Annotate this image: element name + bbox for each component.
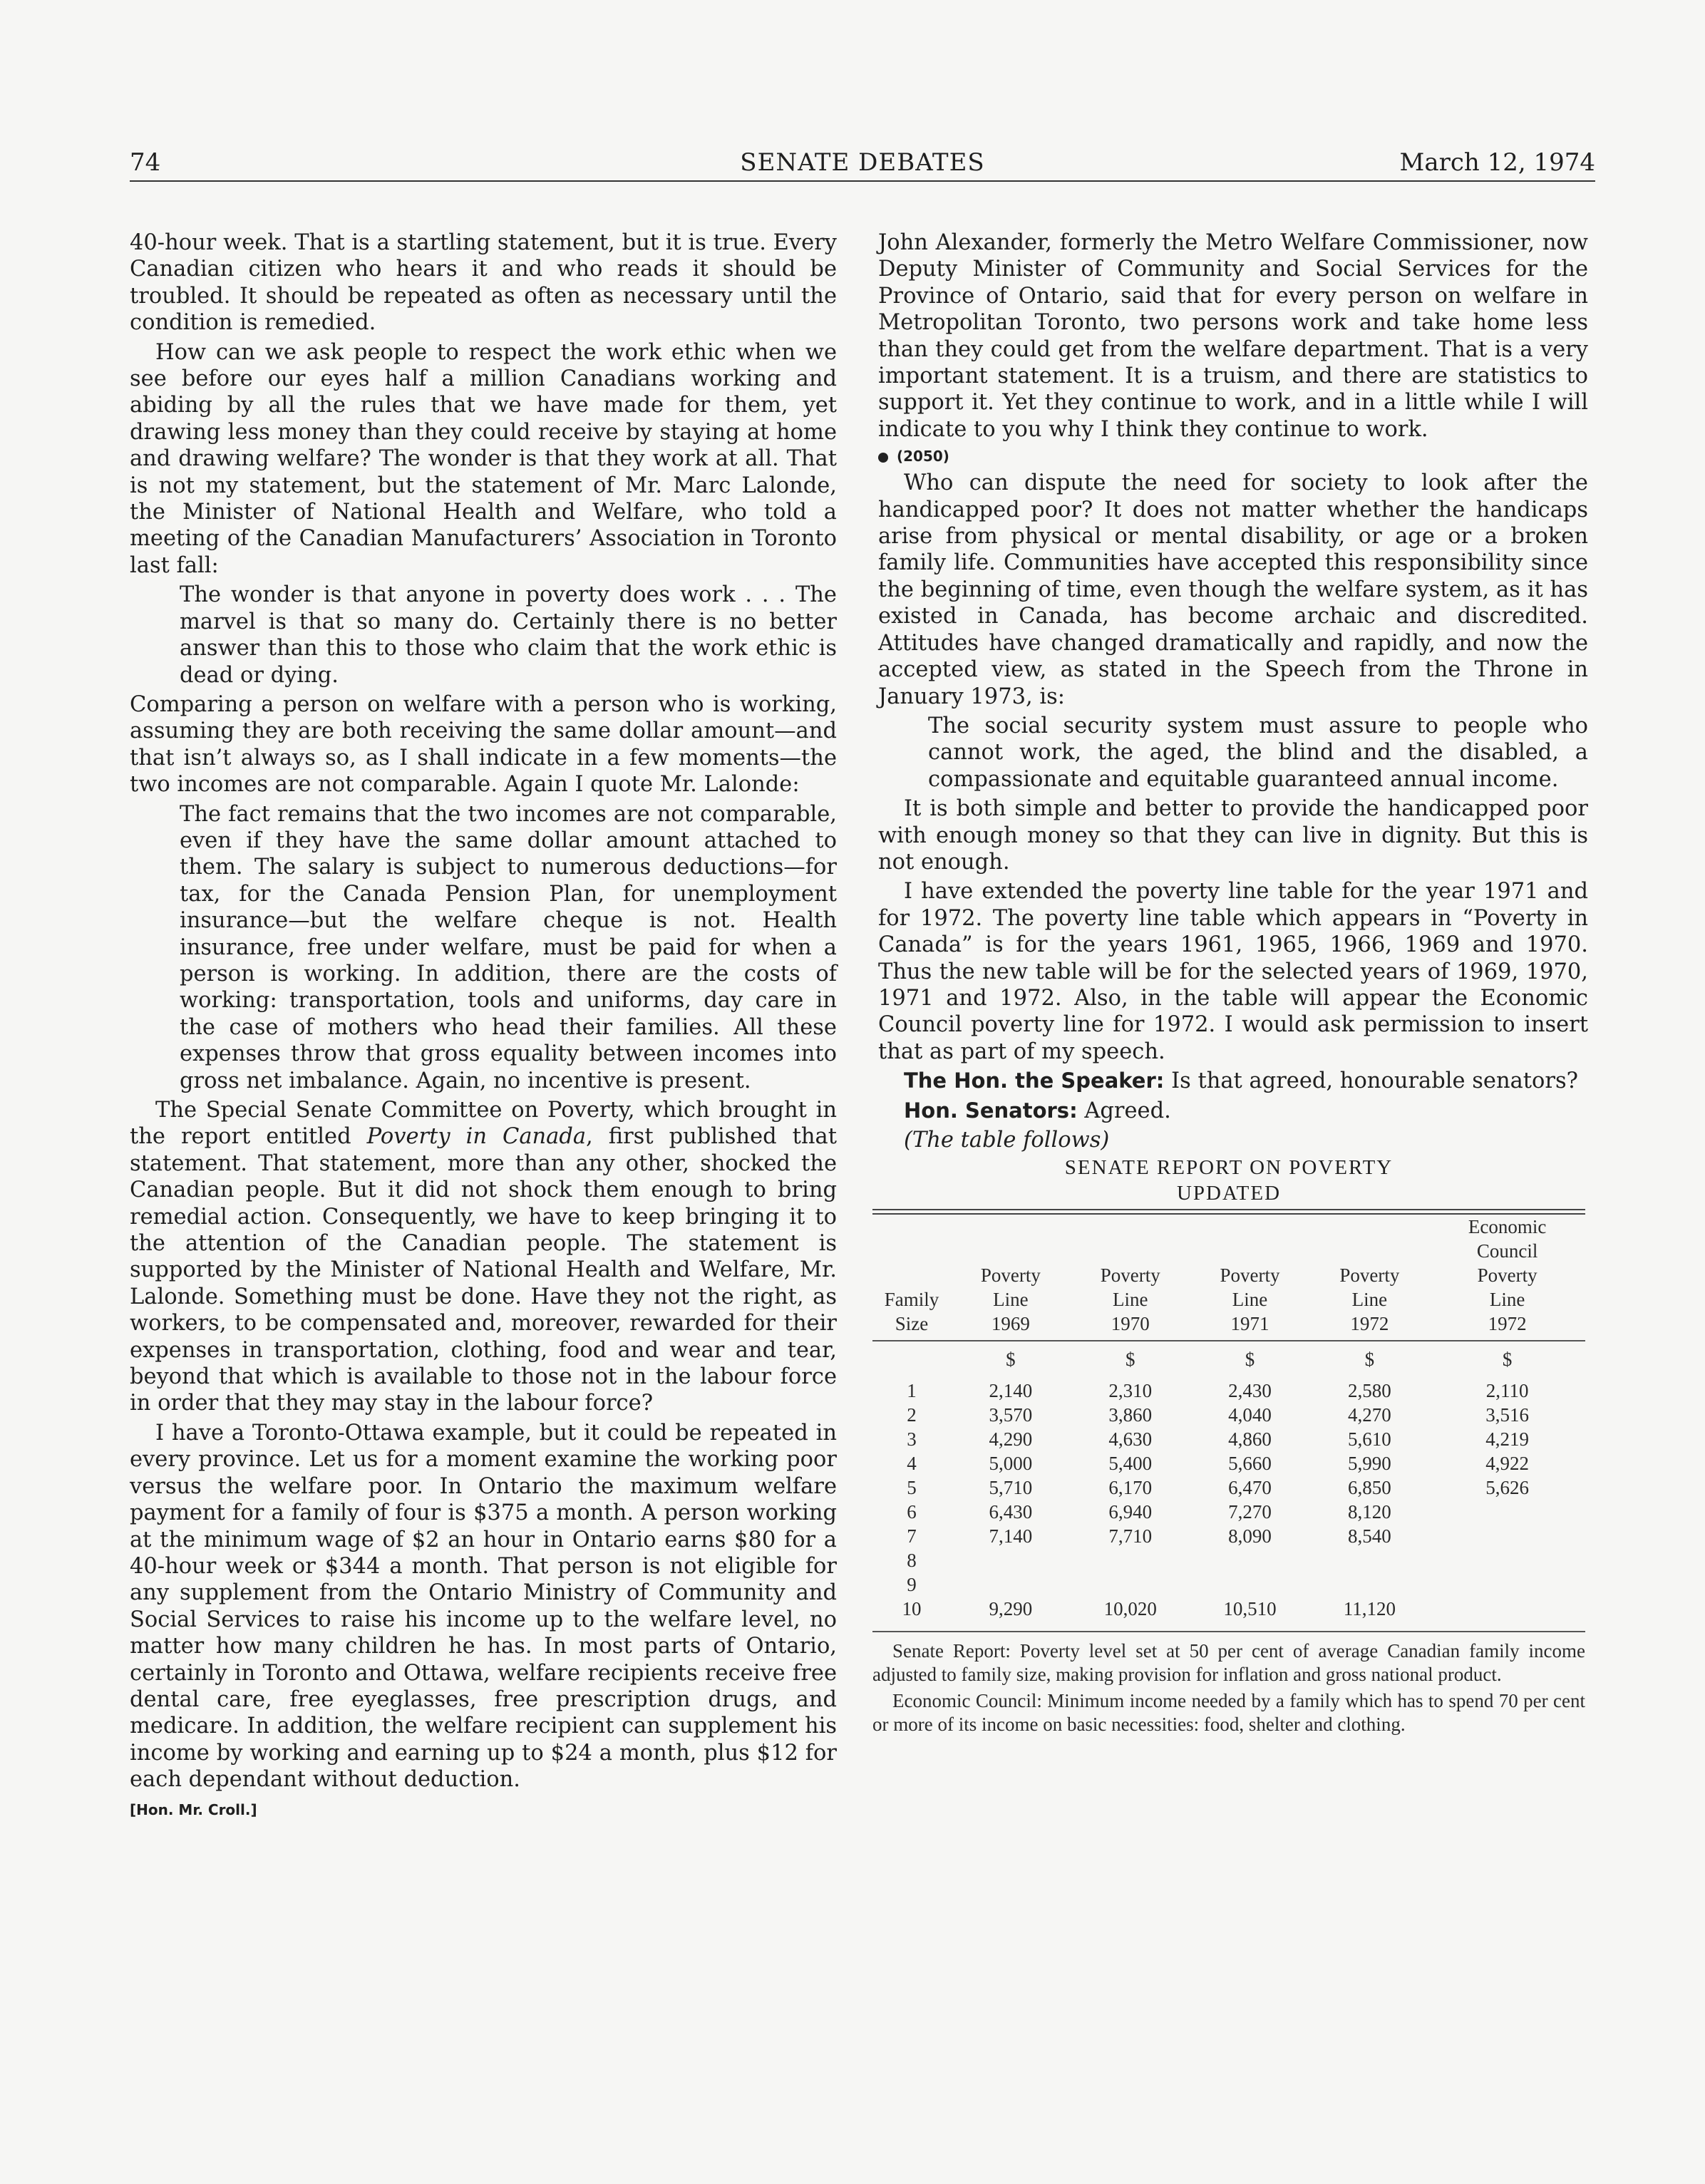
table-header-row [872, 1215, 1585, 1336]
value-cell: 8,120 [1347, 1501, 1391, 1523]
bullet-icon [878, 453, 888, 463]
page-number: 74 [130, 148, 161, 177]
value-cell: 2,430 [1228, 1380, 1272, 1402]
value-cell: 10,020 [1103, 1598, 1157, 1620]
family-size-cell: 9 [907, 1574, 917, 1596]
paragraph: John Alexander, formerly the Metro Welfare Commissioner, now Deputy Minister of Community and Social Services for the Province of Ontario, said that for every person on welfare in Metropolitan Toronto, two persons work and take home less than they could get from the welfare department. That is a very important statement. It is a truism, and there are statistics to support it. Yet they continue to work, and in a little while I will indicate to you why I think they continue to work. [878, 230, 1588, 442]
value-cell: 6,940 [1108, 1501, 1153, 1523]
page-header [130, 148, 1595, 180]
value-cell: 6,430 [989, 1501, 1033, 1523]
table-rows [872, 1347, 1585, 1621]
value-cell [1429, 1524, 1585, 1548]
block-quote: The social security system must assure to people who cannot work, the aged, the blind and the disabled, a compassionate and equitable guaranteed annual income. [928, 713, 1588, 792]
table-notes [872, 1639, 1585, 1736]
paragraph: It is both simple and better to provide the handicapped poor with enough money so that they can live in dignity. But this is not enough. [878, 796, 1588, 875]
senators-line: Hon. Senators: Agreed. [904, 1098, 1171, 1123]
value-cell [1071, 1548, 1190, 1572]
column-header: Family Size [884, 1289, 939, 1335]
value-cell: 7,710 [1108, 1525, 1153, 1547]
left-column [130, 230, 837, 1819]
value-cell: 5,990 [1347, 1453, 1391, 1475]
table-row [872, 1379, 1585, 1403]
poverty-table [872, 1155, 1585, 1736]
value-cell: 6,470 [1228, 1477, 1272, 1499]
paragraph: How can we ask people to respect the work ethic when we see before our eyes half a million Canadians working and abiding by all the rules that we have made for them, yet drawing less money than they could receive by staying at home and drawing welfare? The wonder is that they work at all. That is not my statement, but the statement of Mr. Marc Lalonde, the Minister of National Health and Welfare, who told a meeting of the Canadian Manufacturers’ Association in Toronto last fall: [130, 339, 837, 578]
value-cell: 7,140 [989, 1525, 1033, 1547]
value-cell: 2,140 [989, 1380, 1033, 1402]
header-rule [130, 180, 1595, 182]
value-cell [1309, 1572, 1429, 1597]
table-row [872, 1475, 1585, 1500]
value-cell: 3,860 [1108, 1404, 1153, 1426]
family-size-cell: 8 [907, 1550, 917, 1572]
speaker-credit: [Hon. Mr. Croll.] [130, 1801, 257, 1818]
value-cell: 10,510 [1223, 1598, 1277, 1620]
table-row [872, 1597, 1585, 1621]
family-size-cell: 4 [907, 1453, 917, 1475]
value-cell [1190, 1572, 1310, 1597]
value-cell [1190, 1548, 1310, 1572]
family-size-cell: 3 [907, 1428, 917, 1451]
value-cell [1309, 1548, 1429, 1572]
family-size-cell: 6 [907, 1501, 917, 1523]
table-body [872, 1215, 1585, 1621]
value-cell: 11,120 [1343, 1598, 1396, 1620]
report-title: Poverty in Canada [366, 1124, 587, 1150]
block-quote: The fact remains that the two incomes are not comparable, even if they have the same dollar amount attached to them. The salary is subject to numerous deductions—for tax, for the Canada Pension Plan, for unemployment insurance—but the welfare cheque is not. Health insurance, free under welfare, must be paid for when a person is working. In addition, there are the costs of working: transportation, tools and uniforms, day care in the case of mothers who head their families. All these expenses throw that gross equality between incomes into gross net imbalance. Again, no incentive is present. [180, 801, 837, 1093]
table-row [872, 1427, 1585, 1451]
speaker-line: The Hon. the Speaker: Is that agreed, honourable senators? [904, 1068, 1578, 1094]
table-note: Economic Council: Minimum income needed by a family which has to spend 70 per cent or more of its income on basic necessities: food, shelter and clothing. [872, 1690, 1585, 1736]
column-header: Poverty Line 1971 [1220, 1264, 1280, 1335]
column-header: Poverty Line 1972 [1339, 1264, 1400, 1335]
page-date: March 12, 1974 [1399, 148, 1595, 177]
value-cell: 2,110 [1485, 1380, 1529, 1402]
value-cell: 2,310 [1108, 1380, 1153, 1402]
table-row [872, 1572, 1585, 1597]
value-cell [951, 1572, 1071, 1597]
table-title: SENATE REPORT ON POVERTY UPDATED [1064, 1156, 1394, 1205]
value-cell [1429, 1597, 1585, 1621]
table-row [872, 1403, 1585, 1427]
table-intro: (The table follows) [904, 1128, 1110, 1153]
value-cell: 4,219 [1485, 1428, 1529, 1451]
value-cell: 8,090 [1228, 1525, 1272, 1547]
value-cell: 4,040 [1228, 1404, 1272, 1426]
table-mid-rule [872, 1340, 1585, 1341]
column-header: Economic Council Poverty Line 1972 [1468, 1216, 1547, 1335]
column-header: Poverty Line 1969 [980, 1264, 1041, 1335]
value-cell: 3,570 [989, 1404, 1033, 1426]
table-row [872, 1524, 1585, 1548]
family-size-cell: 7 [907, 1525, 917, 1547]
paragraph: Comparing a person on welfare with a person who is working, assuming they are both receiving the same dollar amount—and that isn’t always so, as I shall indicate in a few moments—the two incomes are not comparable. Again I quote Mr. Lalonde: [130, 691, 837, 798]
value-cell: 7,270 [1228, 1501, 1272, 1523]
value-cell: 5,626 [1485, 1477, 1529, 1499]
value-cell: 6,170 [1108, 1477, 1153, 1499]
value-cell: 9,290 [989, 1598, 1033, 1620]
family-size-cell: 2 [907, 1404, 917, 1426]
value-cell: 3,516 [1485, 1404, 1529, 1426]
table-row [872, 1451, 1585, 1475]
value-cell: 4,630 [1108, 1428, 1153, 1451]
value-cell [1429, 1500, 1585, 1524]
publication-title: SENATE DEBATES [740, 148, 985, 177]
table-row [872, 1548, 1585, 1572]
value-cell: 4,860 [1228, 1428, 1272, 1451]
table-note: Senate Report: Poverty level set at 50 per cent of average Canadian family income adjusted to family size, making provision for inflation and gross national product. [872, 1640, 1585, 1686]
value-cell: 4,270 [1347, 1404, 1391, 1426]
value-cell [1429, 1548, 1585, 1572]
paragraph: Who can dispute the need for society to look after the handicapped poor? It does not matter whether the handicaps arise from physical or mental disability, or age or a broken family life. Communities have accepted this responsibility since the beginning of time, even though the welfare system, as it has existed in Canada, has become archaic and discredited. Attitudes have changed dramatically and rapidly, and now the accepted view, as stated in the Speech from the Throne in January 1973, is: [878, 470, 1588, 709]
value-cell: 4,290 [989, 1428, 1033, 1451]
right-column [872, 230, 1588, 1739]
value-cell: 5,400 [1108, 1453, 1153, 1475]
value-cell: 5,660 [1228, 1453, 1272, 1475]
value-cell [1071, 1572, 1190, 1597]
table-top-rule [872, 1209, 1585, 1215]
family-size-cell: 10 [902, 1598, 922, 1620]
table-row [872, 1500, 1585, 1524]
value-cell: 5,000 [989, 1453, 1033, 1475]
value-cell: 6,850 [1347, 1477, 1391, 1499]
column-header: Poverty Line 1970 [1100, 1264, 1160, 1335]
paragraph: 40-hour week. That is a startling statement, but it is true. Every Canadian citizen who hears it and who reads it should be troubled. It should be repeated as often as necessary until the condition is remedied. [130, 230, 837, 336]
value-cell: 5,710 [989, 1477, 1033, 1499]
value-cell: 8,540 [1347, 1525, 1391, 1547]
currency-row: $ $ $ $ $ [1006, 1349, 1513, 1371]
family-size-cell: 5 [907, 1477, 917, 1499]
paragraph: I have a Toronto-Ottawa example, but it could be repeated in every province. Let us for a moment examine the working poor versus the welfare poor. In Ontario the maximum welfare payment for a family of four is $375 a month. A person working at the minimum wage of $2 an hour in Ontario earns $80 for a 40-hour week or $344 a month. That person is not eligible for any supplement from the Ontario Ministry of Community and Social Services to raise his income up to the welfare level, no matter how many children he has. In most parts of Ontario, certainly in Toronto and Ottawa, welfare recipients receive free dental care, free eyeglasses, free prescription drugs, and medicare. In addition, the welfare recipient can supplement his income by working and earning up to $24 a month, plus $12 for each dependant without deduction. [130, 1420, 837, 1793]
value-cell: 2,580 [1347, 1380, 1391, 1402]
value-cell: 4,922 [1485, 1453, 1529, 1475]
table-bottom-rule [872, 1631, 1585, 1632]
paragraph: The Special Senate Committee on Poverty, which brought in the report entitled Poverty in Canada, first published that statement. That statement, more than any other, shocked the Canadian people. But it did not shock them enough to bring remedial action. Consequently, we have to keep bringing it to the attention of the Canadian people. The statement is supported by the Minister of National Health and Welfare, Mr. Lalonde. Something must be done. Have they not the right, as workers, to be compensated and, moreover, rewarded for their expenses in transportation, clothing, food and wear and tear, beyond that which is available to those not in the labour force in order that they may stay in the labour force? [130, 1098, 837, 1416]
paragraph: I have extended the poverty line table for the year 1971 and for 1972. The poverty line table which appears in “Poverty in Canada” is for the years 1961, 1965, 1966, 1969 and 1970. Thus the new table will be for the selected years of 1969, 1970, 1971 and 1972. Also, in the table will appear the Economic Council poverty line for 1972. I would ask permission to insert that as part of my speech. [878, 879, 1588, 1064]
block-quote: The wonder is that anyone in poverty does work . . . The marvel is that so many do. Certainly there is no better answer than this to those who claim that the work ethic is dead or dying. [180, 582, 837, 688]
family-size-cell: 1 [907, 1380, 917, 1402]
value-cell: 5,610 [1347, 1428, 1391, 1451]
time-marker: (2050) [878, 445, 1588, 467]
value-cell [951, 1548, 1071, 1572]
value-cell [1429, 1572, 1585, 1597]
